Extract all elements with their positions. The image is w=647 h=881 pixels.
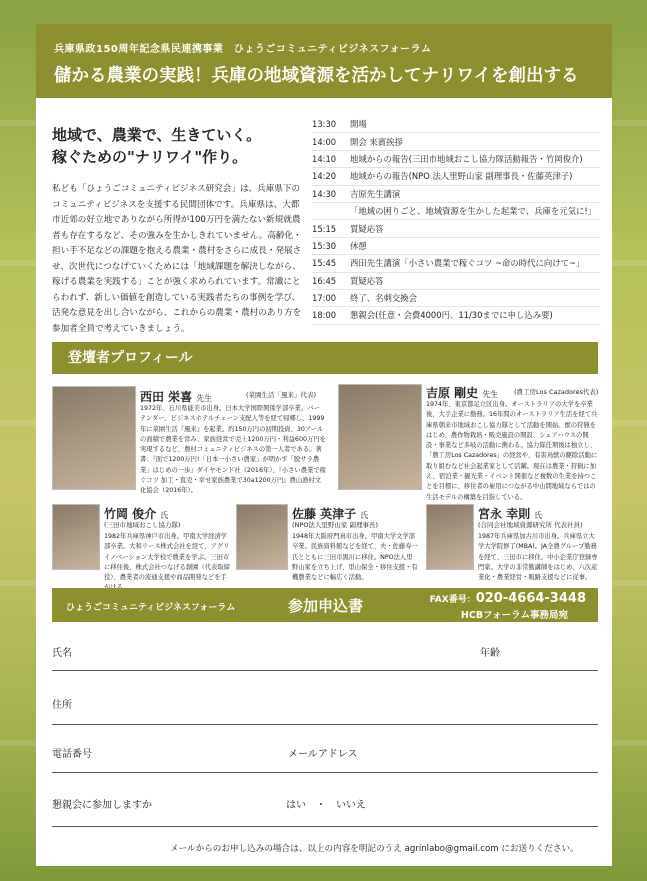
form-title: 参加申込書 bbox=[288, 597, 364, 615]
speaker-bio: 1982年兵庫県神戸市出身。甲南大学経済学部卒業。大和リース株式会社を経て、アグリイノベーション大学校で農業を学ぶ。三田市に移住後、株式会社つなげる創園（代表取締役）、農業者の流通支援や商品開発などを手 bbox=[104, 533, 230, 582]
footer-note: メールからのお申し込みの場合は、以上の内容を明記のうえ agrinlabo@gmail.com にお送りください。 bbox=[170, 844, 579, 854]
header-subtitle: 兵庫県政150周年記念県民連携事業 ひょうごコミュニティビジネスフォーラム bbox=[54, 44, 432, 55]
schedule-row: 14:00 開会 来賓挨拶 bbox=[312, 133, 600, 150]
schedule-row: 13:30 開場 bbox=[312, 116, 600, 133]
speaker-affiliation: (農工房Los Cazadores代表) bbox=[514, 388, 599, 396]
schedule-row: 15:45 西田先生講演「小さい農業で稼ぐコツ ~命の時代に向けて~」 bbox=[312, 255, 600, 272]
schedule-row: 16:45 質疑応答 bbox=[312, 273, 600, 290]
party-label: 懇親会に参加しますか bbox=[52, 800, 152, 811]
lead-line-1: 地域で、農業で、生きていく。 bbox=[52, 126, 262, 144]
address-label: 住所 bbox=[52, 700, 72, 711]
speaker-photo bbox=[338, 384, 422, 490]
speaker-bio: 1987年兵庫県加古川市出身。兵庫県立大学大学院修了(MBA)。JA全農グループ勤務を経て、三田市に移住。中小企業庁登録専門家。大学の非常勤講師をはじめ、六次産業化・農業経営・販路支援などに従事。 bbox=[478, 533, 598, 582]
name-label: 氏名 bbox=[52, 648, 72, 659]
header-title: 儲かる農業の実践！兵庫の地域資源を活かしてナリワイを創出する bbox=[54, 66, 579, 86]
application-header bbox=[52, 588, 598, 622]
schedule-row: 18:00 懇親会(任意・会費4000円、11/30までに申し込み要) bbox=[312, 307, 600, 324]
address-field[interactable] bbox=[52, 724, 598, 725]
speaker-name: 竹岡 俊介 氏 bbox=[104, 507, 169, 521]
schedule-row: 15:15 質疑応答 bbox=[312, 220, 600, 237]
schedule-row: 15:30 休憩 bbox=[312, 238, 600, 255]
form-recipient: HCBフォーラム事務局宛 bbox=[460, 610, 568, 621]
fax-number: FAX番号：020-4664-3448 bbox=[429, 591, 586, 606]
name-field[interactable] bbox=[52, 670, 598, 671]
speaker-affiliation: (NPO法人里野山家 副理事長) bbox=[292, 521, 379, 529]
phone-label: 電話番号 bbox=[52, 749, 92, 760]
intro-paragraph: 私ども「ひょうごコミュニティビジネス研究会」は、兵庫県下のコミュニティビジネスを支援する民間団体です。兵庫県は、大都市近郊の好立地でありながら所得が100万円を満たない新規就農者も存在するなど、その強みを生かしきれていません。高齢化・担い手不足などの課題を抱える農業・農村をさらに成長・発展させ、次世代につなげていくためには「地域課題を解決しながら、稼げる農業を実践する」ことが強く求められています。常識にとらわれず、新しい価値を創造している実践者たちの事例を学び、活発な意見を出し合いながら、これからの農業・農村のあり方を参加者全員で考えていきましょう。 bbox=[52, 184, 302, 334]
speaker-photo bbox=[236, 504, 288, 570]
speaker-photo bbox=[52, 386, 136, 490]
speaker-name: 佐藤 英津子 氏 bbox=[292, 507, 369, 521]
header-band bbox=[36, 24, 612, 98]
schedule bbox=[312, 116, 600, 325]
form-organizer: ひょうごコミュニティビジネスフォーラム bbox=[66, 603, 236, 613]
schedule-row: 17:00 終了、名刺交換会 bbox=[312, 290, 600, 307]
email-label: メールアドレス bbox=[288, 749, 358, 760]
schedule-row: 「地域の困りごと、地域資源を生かした起業で、兵庫を元気に!」 bbox=[312, 203, 600, 220]
speaker-bio: 1974年、東京都足立区出身。オーストラリアの大学を卒業後、大手企業に勤務。16年間のオーストラリア生活を経て兵庫県朝来市地域おこし協力隊として活動を開始。獣の狩猟をはじめ、農作物栽培・販売施設の開設、シェアハウスの開設・事業など多岐の活動に携わる。協力隊任期後は独立し、「農工房Los Cazadores」の経営や、有害鳥獣の駆除活動に取り組むなど社会起業家として活躍。現在は農業・狩猟に加え、宿泊業・観光業・イベント開催など複数の生業を持つことを目標に、移住者の雇用につながる中山間地域ならではの生活モデルの構築を目指している。 bbox=[426, 401, 598, 501]
speaker-name: 西田 栄喜 先生 bbox=[140, 390, 213, 404]
speaker-name: 宮永 幸則 氏 bbox=[478, 507, 543, 521]
lead-text bbox=[52, 124, 261, 168]
party-field bbox=[52, 826, 598, 827]
schedule-row: 14:30 吉原先生講演 bbox=[312, 186, 600, 203]
lead-line-2: 稼ぐための"ナリワイ"作り。 bbox=[52, 148, 248, 166]
speaker-affiliation: (合同会社地域資源研究所 代表社員) bbox=[478, 521, 583, 529]
phone-email-field[interactable] bbox=[52, 772, 598, 773]
speaker-photo bbox=[52, 504, 100, 570]
speaker-photo bbox=[426, 504, 474, 570]
schedule-row: 14:20 地域からの報告(NPO 法人里野山家 副理事長・佐藤英津子) bbox=[312, 168, 600, 185]
speaker-bio: 1972年、石川県能美市出身。日本大学国際関係学部卒業。バーテンダー、ビジネスホテルチェーン支配人等を経て帰郷し、1999年に菜園生活『風来』を起業。約150万円の初期投資、30アールの面積で農業を営み、家族経営で売上1200万円・利益600万円を実現するなど、農村コミュニティビジネスの第一人者である。著書：『面で1200万円!「日本一小さい農家」が明かす「脱サラ農業」はじめの一歩』ダイヤモンド社（2016年）、『小さい農業で稼ぐコツ 加工・直売・幸せ家族農業で30a1200万円』農山漁村文化協会（2016年）。 bbox=[140, 405, 326, 495]
age-label: 年齢 bbox=[480, 648, 500, 659]
speaker-bio: 1948年大阪府門真市出身。甲南大学文学部卒業。民族資料館などを経て、夫・佐藤寿一氏とともに三田市黒川に移住。NPO法人里野山家を立ち上げ、里山保全・移住支援・有機農業などに幅広く活動。 bbox=[292, 533, 418, 582]
profile-heading: 登壇者プロフィール bbox=[52, 342, 598, 374]
speaker-affiliation: (菜園生活「風来」代表) bbox=[246, 391, 317, 399]
schedule-row: 14:10 地域からの報告(三田市地域おこし協力隊活動報告・竹岡俊介) bbox=[312, 151, 600, 168]
speaker-name: 吉原 剛史 先生 bbox=[426, 386, 499, 400]
party-options[interactable]: はい ・ いいえ bbox=[286, 800, 366, 811]
speaker-affiliation: (三田市地域おこし協力隊) bbox=[104, 521, 181, 529]
